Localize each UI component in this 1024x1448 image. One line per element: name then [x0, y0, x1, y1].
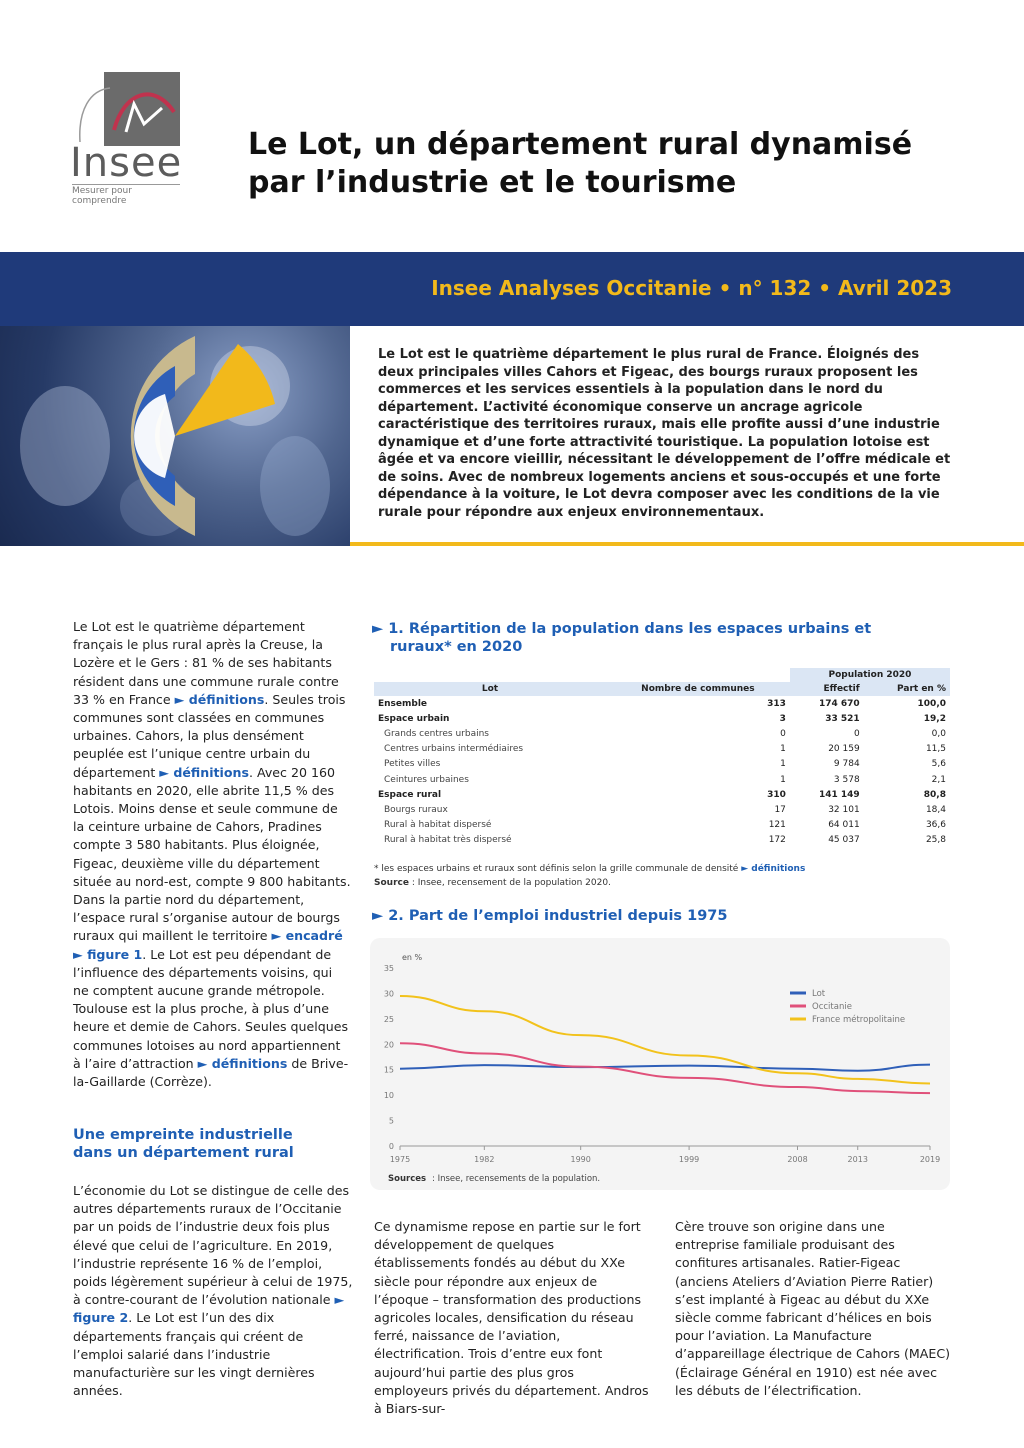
cell-label: Ceintures urbaines: [384, 774, 469, 785]
legend-label: Lot: [812, 989, 826, 999]
table-group-header: Population 2020: [790, 668, 950, 682]
cell-effectif: 3 578: [833, 774, 860, 785]
col-header-communes: Nombre de communes: [606, 682, 790, 696]
definitions-link[interactable]: ► définitions: [174, 691, 265, 707]
cell-label: Bourgs ruraux: [384, 804, 448, 815]
cell-label: Centres urbains intermédiaires: [384, 744, 524, 755]
encadre-link[interactable]: ► encadré: [271, 928, 343, 944]
figure-1-title: ► 1. Répartition de la population dans les espaces urbains et ruraux* en 2020: [372, 621, 872, 655]
cell-effectif: 9 784: [833, 759, 860, 770]
table-row: [374, 818, 950, 833]
figure-2-chart: [370, 938, 950, 1190]
left-column-2: [73, 1182, 353, 1400]
text-span: de Brive-la-Gaillarde (Corrèze).: [73, 1055, 349, 1090]
figure-1-table-wrap: [374, 668, 950, 848]
chart-source: : Insee, recensements de la population.: [432, 1174, 601, 1184]
cell-label: Rural à habitat très dispersé: [384, 835, 512, 846]
cell-effectif: 174 670: [818, 698, 860, 709]
text-span: * les espaces urbains et ruraux sont définis selon la grille communale de densité: [374, 864, 742, 874]
cell-communes: 17: [774, 804, 786, 815]
x-tick-label: 1975: [389, 1155, 411, 1164]
cell-part: 80,8: [923, 789, 946, 800]
cell-part: 25,8: [925, 835, 946, 846]
summary-box: [350, 326, 1024, 546]
cell-communes: 313: [767, 698, 786, 709]
cell-communes: 172: [768, 835, 786, 846]
cell-communes: 121: [768, 820, 786, 831]
y-tick-label: 25: [383, 1014, 394, 1024]
right-column: Cère trouve son origine dans une entreprise familiale produisant des confitures artisanales. Ratier-Figeac (anciens Ateliers d’Aviation Pierre Ratier) s’est implanté à Figeac au début du XXe siècle comme fabricant d’hélices en bois pour l’aviation. La Manufacture d’appareillage électrique de Cahors (MAEC) (Éclairage Général en 1910) est née avec les débuts de l’électrification.: [675, 1219, 951, 1398]
cell-effectif: 141 149: [818, 789, 860, 800]
text-span: L’économie du Lot se distingue de celle des autres départements ruraux de l’Occitanie par un poids de l’industrie deux fois plus élevé que celui de l’agriculture. En 2019, l’industrie représente 16 % de l’emploi, poids légèrement supérieur à celui de 1975, à contre-courant de l’évolution nationale: [73, 1183, 353, 1308]
x-tick-label: 2013: [847, 1155, 868, 1164]
y-tick-label: 0: [388, 1142, 394, 1151]
cell-part: 18,4: [925, 804, 946, 815]
col-header-part: Part en %: [864, 682, 950, 696]
x-tick-label: 2008: [787, 1155, 808, 1164]
definitions-link[interactable]: ► définitions: [197, 1055, 288, 1071]
legend-label: Occitanie: [812, 1002, 852, 1012]
cell-part: 2,1: [931, 774, 946, 785]
cell-label: Petites villes: [384, 759, 441, 770]
cell-label: Grands centres urbains: [384, 728, 489, 739]
chart-source-label: Sources: [388, 1174, 427, 1184]
figure-1-footnote: [374, 862, 950, 876]
source-label: Source: [374, 878, 409, 888]
logo-wordmark: Insee: [70, 140, 183, 186]
intro-paragraph: [73, 618, 351, 1091]
cell-effectif: 33 521: [825, 713, 860, 724]
cell-label: Ensemble: [378, 698, 428, 709]
middle-column: Ce dynamisme repose en partie sur le fort développement de quelques établissements fondés au début du XXe siècle pour répondre aux enjeux de l’époque – transformation des productions agricoles locales, densification du réseau ferré, naissance de l’aviation, électrification. Trois d’entre eux font aujourd’hui partie des plus gros employeurs privés du département. Andros à Biars-sur-: [374, 1219, 649, 1417]
cell-effectif: 45 037: [828, 835, 860, 846]
line-chart: [370, 938, 950, 1190]
definitions-link[interactable]: ► définitions: [741, 864, 806, 874]
cell-communes: 1: [780, 744, 786, 755]
cell-communes: 310: [767, 789, 786, 800]
x-tick-label: 1990: [570, 1155, 591, 1164]
y-tick-label: 30: [383, 989, 394, 999]
left-column: [73, 618, 351, 1091]
series-line-lot: [400, 1065, 930, 1071]
figure-1-link[interactable]: ► figure 1: [73, 946, 143, 962]
text-span: . Avec 20 160 habitants en 2020, elle abrite 11,5 % des Lotois. Moins dense et seule commune de la ceinture urbaine de Cahors, Pradines compte 3 580 habitants. Plus éloignée, Figeac, deuxième ville du département située au nord-est, compte 9 800 habitants. Dans la partie nord du département, l’espace rural s’organise autour de bourgs ruraux qui maillent le territoire: [73, 764, 351, 944]
col-header-effectif: Effectif: [790, 682, 864, 696]
y-unit-label: en %: [402, 953, 423, 962]
logo-tagline: Mesurer pour comprendre: [72, 184, 180, 206]
table-row: [374, 802, 950, 817]
cell-part: 19,2: [923, 713, 946, 724]
insee-logo: [70, 70, 185, 206]
hero-image: [0, 326, 350, 546]
cell-effectif: 0: [853, 728, 860, 739]
population-table: [374, 668, 950, 848]
x-tick-label: 2019: [919, 1155, 941, 1164]
table-row: [374, 726, 950, 741]
table-row: [374, 757, 950, 772]
y-tick-label: 35: [383, 964, 394, 973]
cell-label: Espace rural: [378, 789, 442, 800]
legend-label: France métropolitaine: [812, 1015, 906, 1025]
cell-effectif: 32 101: [828, 804, 860, 815]
y-tick-label: 15: [383, 1065, 394, 1075]
cell-label: Espace urbain: [378, 713, 450, 724]
y-tick-label: 10: [383, 1091, 394, 1101]
section-heading: Une empreinte industrielle dans un département rural: [73, 1127, 294, 1161]
cell-part: 100,0: [917, 698, 946, 709]
cell-part: 5,6: [931, 759, 946, 770]
figure-2-title: ► 2. Part de l’emploi industriel depuis 1975: [372, 908, 728, 924]
page-title: Le Lot, un département rural dynamisé par l’industrie et le tourisme: [248, 127, 913, 200]
table-row: [374, 833, 950, 848]
figure-2-link[interactable]: ► figure 2: [73, 1292, 345, 1326]
cell-communes: 1: [780, 774, 786, 785]
cell-label: Rural à habitat dispersé: [384, 820, 492, 831]
figure-1-notes: [374, 862, 950, 890]
x-tick-label: 1999: [678, 1155, 700, 1164]
cell-effectif: 64 011: [828, 820, 860, 831]
table-row: [374, 772, 950, 787]
table-row: [374, 742, 950, 757]
cell-part: 36,6: [925, 820, 946, 831]
publication-band: [0, 252, 1024, 326]
table-row: [374, 711, 950, 726]
cell-communes: 1: [780, 759, 786, 770]
cell-communes: 0: [780, 728, 786, 739]
text-span: . Le Lot est peu dépendant de l’influence des départements voisins, qui ne comptent aucune grande métropole. Toulouse est la plus proche, à plus d’une heure et demie de Cahors. Seules quelques communes lotoises au nord appartiennent à l’aire d’attraction: [73, 946, 349, 1071]
hero-graphic: [0, 326, 350, 546]
definitions-link[interactable]: ► définitions: [159, 764, 249, 780]
industry-paragraph: [73, 1182, 353, 1400]
cell-part: 0,0: [931, 728, 946, 739]
x-tick-label: 1982: [474, 1155, 495, 1164]
figure-1-source: [374, 876, 950, 890]
text-span: . Seules trois communes sont classées en communes urbaines. Cahors, la plus densément peuplée est l’unique centre urbain du département: [73, 691, 346, 780]
series-line-occitanie: [400, 1043, 930, 1093]
summary-text: Le Lot est le quatrième département le plus rural de France. Éloignés des deux principales villes Cahors et Figeac, des bourgs ruraux proposent les commerces et les services essentiels à la population dans le nord du département. L’activité économique conserve un ancrage agricole caractéristique des territoires ruraux, mais elle profite aussi d’une industrie dynamique et d’une forte attractivité touristique. La population lotoise est âgée et va encore vieillir, nécessitant le développement de l’offre médicale et de soins. Avec de nombreux logements anciens et sous-occupés et une forte dépendance à la voiture, le Lot devra composer avec les conditions de la vie rurale pour répondre aux enjeux environnementaux.: [378, 347, 951, 520]
text-span: : Insee, recensement de la population 2020.: [408, 878, 611, 888]
cell-communes: 3: [779, 713, 786, 724]
cell-effectif: 20 159: [828, 744, 860, 755]
text-span: . Le Lot est l’un des dix départements français qui créent de l’emploi salarié dans l’industrie manufacturière sur les vingt dernières années.: [73, 1310, 315, 1399]
y-tick-label: 5: [388, 1116, 394, 1126]
table-row: [374, 696, 950, 711]
cell-part: 11,5: [925, 744, 946, 755]
table-row: [374, 787, 950, 802]
publication-reference: Insee Analyses Occitanie • n° 132 • Avril 2023: [431, 276, 952, 300]
text-span: Le Lot est le quatrième département français le plus rural après la Creuse, la Lozère et le Gers : 81 % de ses habitants résident dans une commune rurale contre 33 % en France: [73, 619, 339, 707]
y-tick-label: 20: [383, 1040, 394, 1050]
col-header-lot: Lot: [374, 682, 606, 696]
